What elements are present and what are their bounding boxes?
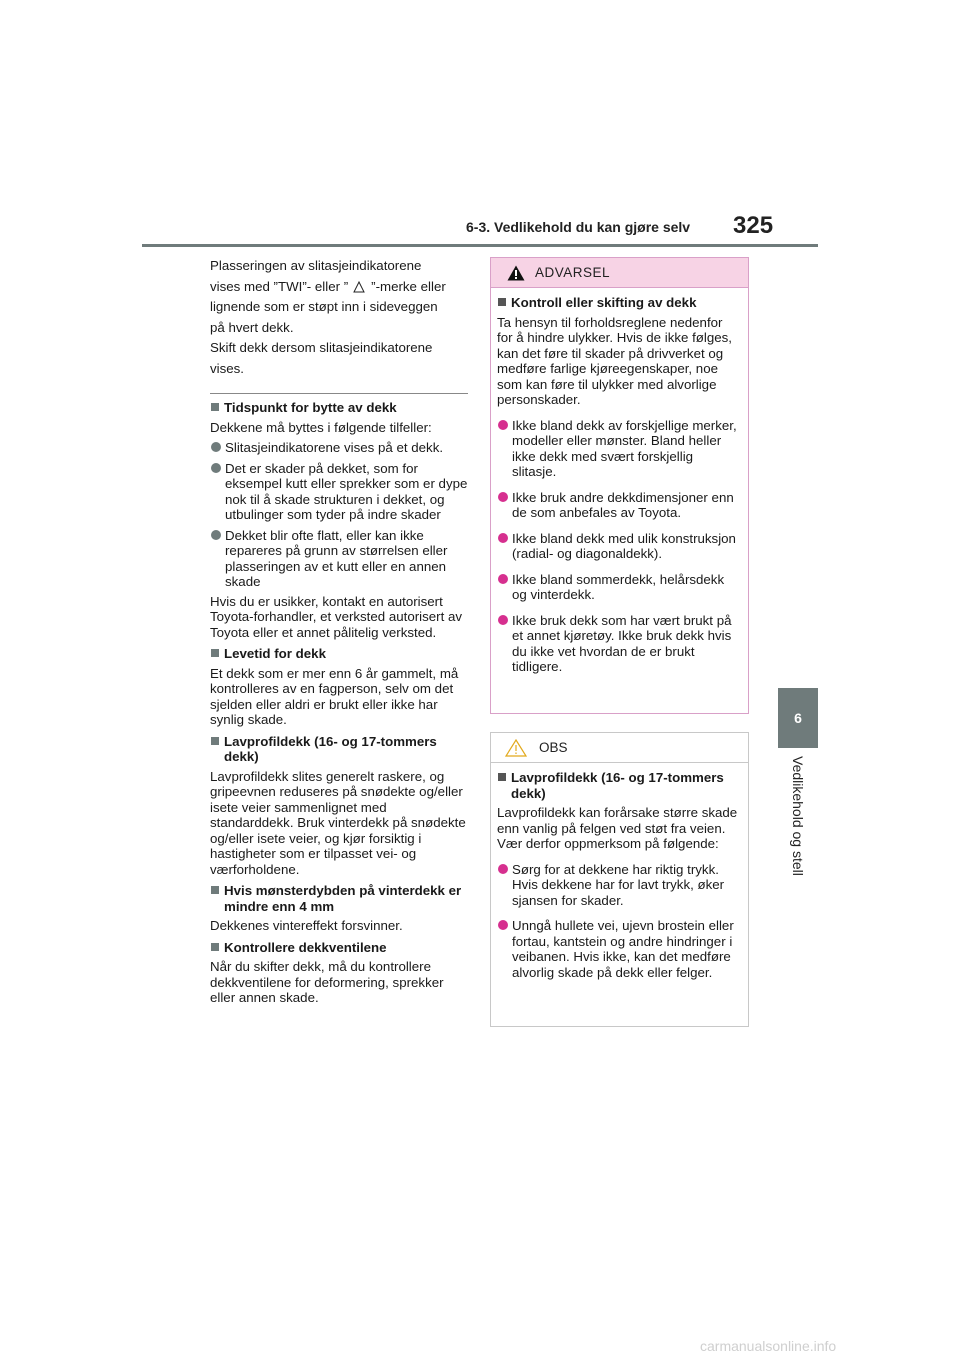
circle-bullet-icon — [498, 864, 508, 874]
list-item — [497, 531, 740, 562]
warning-icon — [507, 265, 525, 281]
list-item-text: Ikke bland dekk av forskjellige merker, modeller eller mønster. Bland heller ikke dekk med svært forskjellig slitasje. — [512, 417, 737, 479]
section-heading-text: Kontrollere dekkventilene — [224, 939, 387, 955]
chapter-tab: 6 — [778, 688, 818, 748]
circle-bullet-icon — [498, 920, 508, 930]
list-item-text: Ikke bruk andre dekkdimensjoner enn de som anbefales av Toyota. — [512, 489, 734, 520]
intro-text: ”-merke eller — [371, 278, 446, 294]
list-item — [497, 572, 740, 603]
caution-icon — [505, 739, 527, 757]
warning-label: ADVARSEL — [535, 265, 611, 280]
paragraph: Et dekk som er mer enn 6 år gammelt, må kontrolleres av en fagperson, selv om det sjelden eller aldri er brukt eller ikke har synlig skade. — [210, 665, 459, 727]
square-bullet-icon — [211, 649, 219, 657]
section-heading — [497, 770, 740, 801]
intro-text: vises med ”TWI”- eller ” — [210, 278, 349, 294]
circle-bullet-icon — [498, 574, 508, 584]
intro-line: Plasseringen av slitasjeindikatorene — [210, 258, 422, 273]
circle-bullet-icon — [498, 492, 508, 502]
intro-line: på hvert dekk. — [210, 319, 294, 335]
paragraph: Lavprofildekk slites generelt raskere, og gripeevnen reduseres på snødekte og/eller isete veier sammenlignet med standarddekk. Bruk vinterdekk på snødekte og/eller isete veier, og kjør forsiktig i hastigheter som er tilpasset vei- og værforholdene. — [210, 768, 466, 877]
list-item — [497, 862, 740, 909]
list-item-text: Ikke bland dekk med ulik konstruksjon (radial- og diagonaldekk). — [512, 530, 736, 561]
paragraph: Dekkenes vintereffekt forsvinner. — [210, 918, 403, 933]
notice-box — [490, 732, 749, 1027]
section-heading-text: Lavprofildekk (16- og 17-tommers dekk) — [511, 770, 724, 801]
list-item — [497, 918, 740, 980]
header-rule — [142, 244, 818, 247]
divider — [210, 393, 468, 394]
section-heading — [497, 295, 740, 311]
intro-line: Skift dekk dersom slitasjeindikatorene — [210, 340, 433, 355]
circle-bullet-icon — [211, 463, 221, 473]
section-heading — [210, 940, 468, 956]
section-heading-text: Levetid for dekk — [224, 646, 326, 661]
warning-body — [491, 288, 748, 675]
square-bullet-icon — [211, 886, 219, 894]
paragraph: Dekkene må byttes i følgende tilfeller: — [210, 419, 432, 435]
section-heading — [210, 646, 468, 662]
warning-header — [491, 258, 748, 288]
square-bullet-icon — [498, 773, 506, 781]
warning-box — [490, 257, 749, 714]
section-heading — [210, 883, 468, 914]
page-number: 325 — [733, 212, 774, 239]
section-heading — [210, 734, 468, 765]
triangle-icon — [353, 281, 365, 293]
list-item — [497, 490, 740, 521]
list-item — [497, 613, 740, 675]
notice-header — [491, 733, 748, 763]
paragraph: Ta hensyn til forholdsreglene nedenfor for å hindre ulykker. Hvis de ikke følges, kan det føre til skader på drivverket og medføre farlige kjøreegenskaper, noe som kan føre til ulykker med alvorlige personskader. — [497, 314, 733, 407]
circle-bullet-icon — [211, 530, 221, 540]
intro-line: vises. — [210, 360, 244, 376]
list-item-text: Det er skader på dekket, som for eksempel kutt eller sprekker som er dype nok til å skade strukturen i dekket, og utbulinger som tyder på indre skader — [225, 460, 468, 522]
circle-bullet-icon — [211, 442, 221, 452]
square-bullet-icon — [211, 737, 219, 745]
list-item-text: Ikke bland sommerdekk, helårsdekk og vinterdekk. — [512, 571, 725, 602]
list-item-text: Ikke bruk dekk som har vært brukt på et annet kjøretøy. Ikke bruk dekk hvis du ikke vet hvordan de er brukt tidligere. — [512, 612, 732, 674]
section-heading-text: Hvis mønsterdybden på vinterdekk er mindre enn 4 mm — [224, 883, 462, 914]
chapter-title: Vedlikehold og stell — [790, 756, 806, 876]
notice-body — [491, 763, 748, 980]
intro-line: lignende som er støpt inn i sideveggen — [210, 299, 438, 314]
footer-watermark: carmanualsonline.info — [700, 1338, 837, 1354]
circle-bullet-icon — [498, 533, 508, 543]
section-heading-text: Tidspunkt for bytte av dekk — [224, 400, 397, 415]
square-bullet-icon — [211, 403, 219, 411]
paragraph: Hvis du er usikker, kontakt en autorisert Toyota-forhandler, et verksted autorisert av Toyota eller et annet pålitelig verksted. — [210, 593, 463, 640]
list-item-text: Unngå hullete vei, ujevn brostein eller fortau, kantstein og andre hindringer i veibanen. Hvis ikke, kan det medføre alvorlig skade på dekk eller felger. — [512, 918, 734, 980]
intro-block — [210, 256, 468, 379]
list-item-text: Sørg for at dekkene har riktig trykk. Hvis dekkene har for lavt trykk, øker sjansen for skader. — [512, 861, 725, 908]
list-item — [210, 440, 468, 456]
intro-line — [210, 277, 468, 298]
list-item — [497, 418, 740, 480]
list-item — [210, 461, 468, 523]
list-item — [210, 528, 468, 590]
section-heading-text: Lavprofildekk (16- og 17-tommers dekk) — [224, 733, 437, 764]
list-item-text: Slitasjeindikatorene vises på et dekk. — [225, 440, 444, 455]
list-item-text: Dekket blir ofte flatt, eller kan ikke repareres på grunn av størrelsen eller plasseringen av et kutt eller en annen skade — [225, 527, 448, 589]
circle-bullet-icon — [498, 420, 508, 430]
paragraph: Når du skifter dekk, må du kontrollere dekkventilene for deformering, sprekker eller annen skade. — [210, 959, 444, 1005]
notice-label: OBS — [539, 740, 568, 755]
section-heading-text: Kontroll eller skifting av dekk — [511, 295, 697, 310]
left-column — [210, 256, 468, 1006]
section-heading — [210, 400, 468, 416]
section-title: 6-3. Vedlikehold du kan gjøre selv — [466, 219, 691, 235]
circle-bullet-icon — [498, 615, 508, 625]
square-bullet-icon — [498, 298, 506, 306]
square-bullet-icon — [211, 943, 219, 951]
paragraph: Lavprofildekk kan forårsake større skade enn vanlig på felgen ved støt fra veien. Vær derfor oppmerksom på følgende: — [497, 805, 738, 851]
